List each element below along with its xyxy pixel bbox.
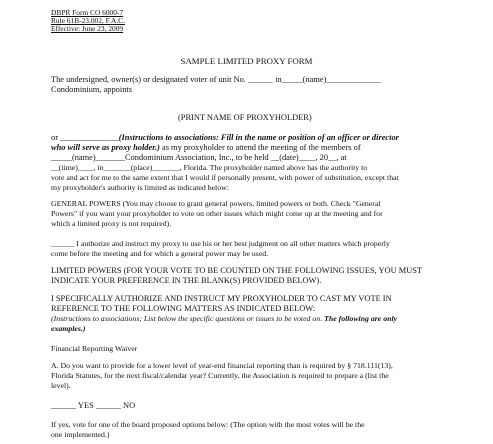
general-powers-line-2: Powers" if you want your proxyholder to vote on other issues which might come up at the meeting and for: [51, 209, 383, 218]
instructions-proxy-holder: who will serve as proxy holder.): [51, 143, 160, 152]
waiver-heading: Financial Reporting Waiver: [51, 344, 138, 353]
instructions-list-issues: (Instructions to associations; List below the specific questions or issues to be voted on.: [51, 314, 323, 323]
limited-powers-line-1: LIMITED POWERS (FOR YOUR VOTE TO BE COUNTED ON THE FOLLOWING ISSUES, YOU MUST: [51, 266, 422, 275]
form-number: DBPR Form CO 6000-7: [51, 8, 124, 17]
intro-line-2: Condominium, appoints: [51, 85, 132, 94]
authorize-line-2: come before the meeting and for which a general power may be used.: [51, 249, 269, 258]
general-powers-line-1: GENERAL POWERS (You may choose to grant general powers, limited powers or both. Check "General: [51, 199, 381, 208]
intro-line-1: The undersigned, owner(s) or designated voter of unit No. ______ in_____(name)_____________: [51, 75, 381, 84]
specific-authorize-line-1: I SPECIFICALLY AUTHORIZE AND INSTRUCT MY PROXYHOLDER TO CAST MY VOTE IN: [51, 294, 392, 303]
appoint-or-blank: or ______________: [51, 133, 119, 142]
yes-no-blanks: ______ YES ______ NO: [51, 401, 136, 410]
instructions-officer: (Instructions to associations: Fill in the name or position of an officer or director: [118, 133, 399, 142]
appoint-line-4: __(time)____, in_______(place)_______, Florida. The proxyholder named above has the authority to: [51, 163, 368, 172]
specific-authorize-line-3: [51, 314, 397, 324]
effective-date: Effective: June 23, 2009: [51, 24, 124, 33]
authorize-line-1: ______ I authorize and instruct my proxy to use his or her best judgment on all other matters which properly: [51, 239, 390, 248]
appoint-line-5: vote and act for me to the same extent that I would if personally present, with power of substitution, except that: [51, 173, 399, 182]
options-line-2: one implemented.): [51, 430, 110, 439]
form-title: SAMPLE LIMITED PROXY FORM: [180, 56, 313, 66]
appoint-line-3: _____(name)_______Condominium Association, Inc., to be held __(date)____, 20__, at: [51, 153, 347, 162]
appoint-line-6: my proxyholder's authority is limited as indicated below:: [51, 183, 229, 192]
general-powers-line-3: which a limited proxy is not required).: [51, 219, 172, 228]
waiver-question-line-3: level).: [51, 381, 71, 390]
limited-powers-line-2: INDICATE YOUR PREFERENCE IN THE BLANK(S) PROVIDED BELOW).: [51, 276, 322, 285]
appoint-attend-meeting: as my proxyholder to attend the meeting of the members of: [159, 143, 361, 152]
appoint-line-2: [51, 143, 361, 153]
print-proxyholder-name: (PRINT NAME OF PROXYHOLDER): [178, 113, 312, 122]
waiver-question-line-2: Florida Statutes, for the next fiscal/calendar year? Currently, the Association is required to prepare a (list the: [51, 371, 389, 380]
rule-number: Rule 61B-23.002, F.A.C.: [51, 16, 125, 25]
options-line-1: If yes, vote for one of the board proposed options below: (The option with the most votes will be the: [51, 420, 365, 429]
specific-authorize-line-2: REFERENCE TO THE FOLLOWING MATTERS AS INDICATED BELOW:: [51, 304, 316, 313]
instructions-examples-note: The following are only: [322, 314, 398, 323]
waiver-question-line-1: A. Do you want to provide for a lower level of year-end financial reporting than is required by § 718.111(13),: [51, 361, 393, 370]
appoint-line-1: [51, 133, 399, 143]
specific-authorize-line-4: examples.): [51, 324, 86, 333]
